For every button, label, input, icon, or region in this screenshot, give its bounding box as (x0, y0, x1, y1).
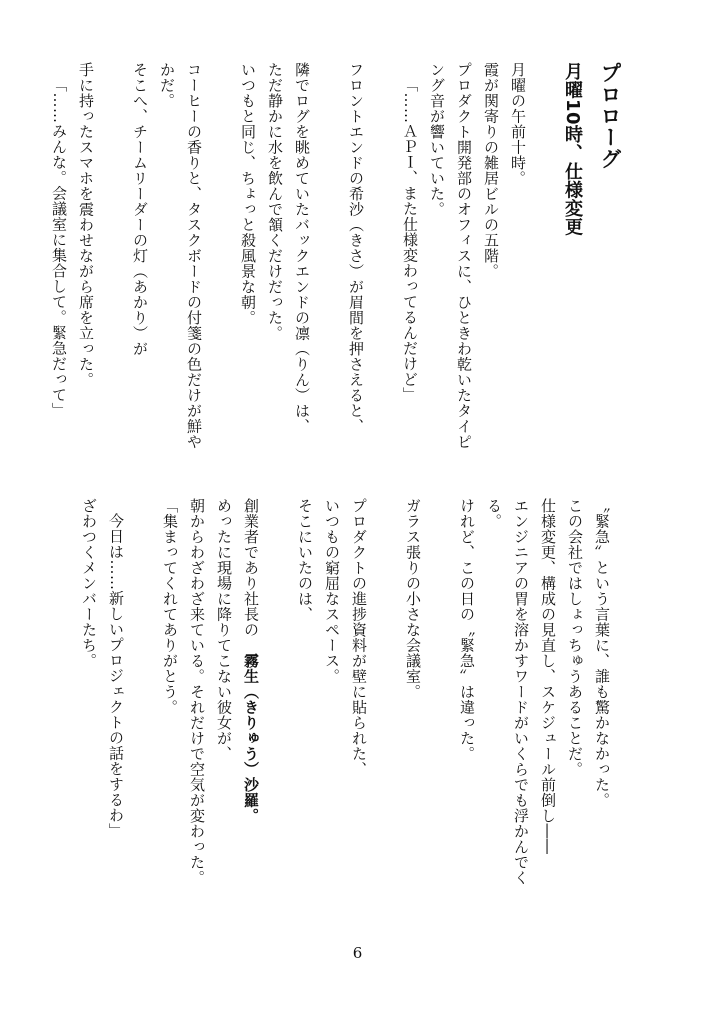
paragraph-line: 霞が関寄りの雑居ビルの五階。 (482, 62, 500, 279)
paragraph-line: 隣でログを眺めていたバックエンドの凛（りん）は、 (293, 62, 311, 434)
paragraph-line: いつもと同じ、ちょっと殺風景な朝。 (239, 62, 257, 326)
paragraph-line: ざわつくメンバーたち。 (80, 498, 98, 669)
dialogue-line: 「……ＡＰＩ、また仕様変わってるんだけど」 (401, 77, 419, 403)
paragraph-line: そこへ、チームリーダーの灯（あかり）が (131, 62, 149, 357)
paragraph-line: めったに現場に降りてこない彼女が、 (215, 498, 233, 762)
paragraph-line: けれど、この日の〝緊急〟は違った。 (458, 498, 476, 762)
paragraph-line: ただ静かに水を飲んで頷くだけだった。 (266, 62, 284, 341)
paragraph-line: かだ。 (158, 62, 176, 109)
paragraph-line: そこにいたのは、 (296, 498, 314, 622)
paragraph-line: コーヒーの香りと、タスクボードの付箋の色だけが鮮や (185, 62, 203, 450)
chapter-title: プロローグ (598, 62, 622, 170)
paragraph-line: 朝からわざわざ来ている。それだけで空気が変わった。 (188, 498, 206, 886)
paragraph-fragment: 創業者であり社長の (242, 498, 260, 638)
top-text-block (18, 62, 623, 482)
dialogue-line: 今日は……新しいプロジェクトの話をするわ」 (107, 513, 125, 839)
paragraph-line: フロントエンドの希沙（きさ）が眉間を押さえると、 (347, 62, 365, 434)
page-number: 6 (352, 944, 363, 962)
paragraph-line: ガラス張りの小さな会議室。 (404, 498, 422, 700)
paragraph-line: いつもの窮屈なスペース。 (323, 498, 341, 684)
character-name: 霧生（きりゅう）沙羅。 (242, 653, 260, 824)
paragraph-line: プロダクトの進捗資料が壁に貼られた、 (350, 498, 368, 777)
paragraph-line: 手に持ったスマホを震わせながら席を立った。 (77, 62, 95, 388)
dialogue-line: 「集まってくれてありがとう。 (161, 498, 179, 715)
chapter-subtitle: 月曜10時、仕様変更 (562, 62, 583, 237)
paragraph-line: エンジニアの胃を溶かすワードがいくらでも浮かんでく (512, 498, 530, 886)
dialogue-line: 「……みんな。会議室に集合して。緊急だって」 (50, 77, 68, 418)
paragraph-line: ング音が響いていた。 (428, 62, 446, 217)
paragraph-line: この会社ではしょっちゅうあることだ。 (566, 498, 584, 777)
paragraph-line: 〝緊急〟という言葉に、誰も驚かなかった。 (593, 498, 611, 808)
paragraph-line: 仕様変更、構成の見直し、スケジュール前倒し―― (539, 498, 557, 855)
paragraph-line: る。 (485, 498, 503, 529)
bottom-text-block (48, 498, 615, 918)
paragraph-line: プロダクト開発部のオフィスに、ひときわ乾いたタイピ (455, 62, 473, 450)
paragraph-line: 月曜の午前十時。 (509, 62, 527, 186)
paragraph-line (237, 498, 264, 918)
